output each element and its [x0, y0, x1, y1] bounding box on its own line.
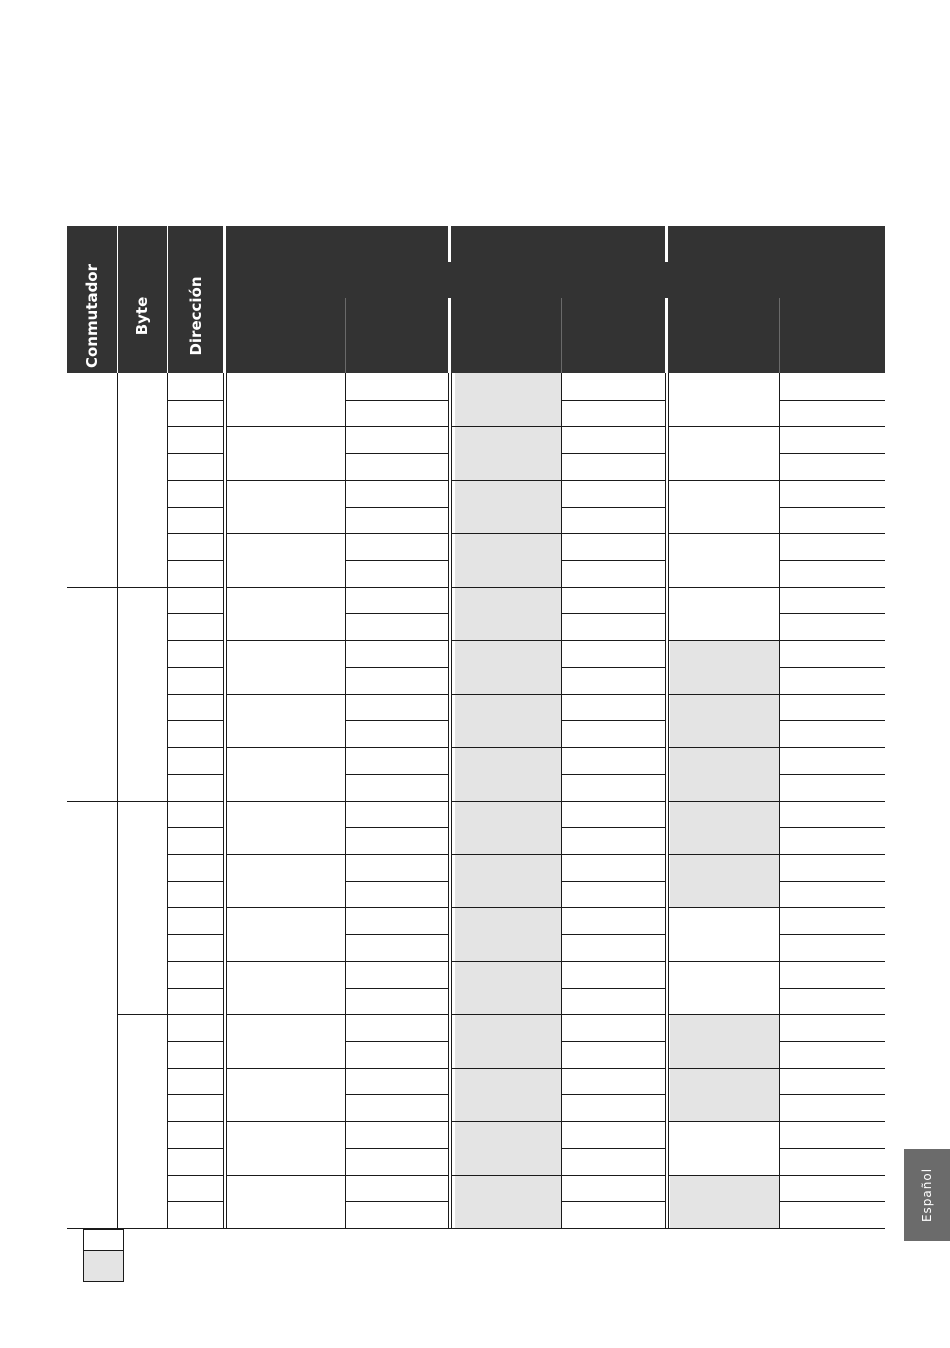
pair-line: [451, 961, 561, 962]
pair-line: [226, 640, 345, 641]
row-line: [779, 827, 885, 828]
row-line: [168, 613, 223, 614]
row-line: [345, 507, 448, 508]
pair-line: [226, 1121, 345, 1122]
row-line: [561, 1121, 665, 1122]
row-line: [345, 694, 448, 695]
row-line: [168, 1094, 223, 1095]
row-line: [561, 961, 665, 962]
pair-line: [226, 1068, 345, 1069]
row-line: [779, 1121, 885, 1122]
row-line: [561, 1041, 665, 1042]
row-line: [779, 667, 885, 668]
pair-line: [226, 480, 345, 481]
row-line: [345, 533, 448, 534]
row-line: [168, 747, 223, 748]
row-line: [779, 533, 885, 534]
row-line: [345, 934, 448, 935]
row-line: [168, 1148, 223, 1149]
legend-white-swatch: [83, 1229, 124, 1251]
row-line: [168, 426, 223, 427]
pair-line: [451, 533, 561, 534]
row-line: [561, 694, 665, 695]
pair-line: [451, 587, 561, 588]
language-tab[interactable]: [904, 1149, 950, 1241]
row-line: [345, 801, 448, 802]
pair-line: [451, 480, 561, 481]
pair-line: [451, 801, 561, 802]
pair-line: [226, 426, 345, 427]
row-line: [779, 907, 885, 908]
row-line: [779, 854, 885, 855]
row-line: [561, 400, 665, 401]
row-line: [779, 774, 885, 775]
row-line: [345, 1175, 448, 1176]
row-line: [168, 774, 223, 775]
row-line: [561, 1068, 665, 1069]
row-line: [561, 667, 665, 668]
header-conmutador-label: Conmutador: [83, 263, 101, 369]
row-line: [168, 400, 223, 401]
shaded-cell: [670, 694, 779, 747]
row-line: [345, 854, 448, 855]
pair-line: [226, 907, 345, 908]
row-line: [561, 613, 665, 614]
row-line: [779, 613, 885, 614]
column-line: [448, 373, 449, 1228]
row-line: [345, 1121, 448, 1122]
shaded-cell: [670, 1014, 779, 1068]
shaded-cell: [670, 1068, 779, 1121]
pair-line: [668, 801, 779, 802]
row-line: [345, 1094, 448, 1095]
row-line: [561, 560, 665, 561]
row-line: [561, 881, 665, 882]
row-line: [345, 1041, 448, 1042]
row-line: [345, 988, 448, 989]
row-line: [168, 1175, 223, 1176]
row-line: [561, 720, 665, 721]
row-line: [779, 988, 885, 989]
header-group-3: [668, 226, 885, 373]
row-line: [168, 453, 223, 454]
row-line: [779, 961, 885, 962]
row-line: [168, 881, 223, 882]
row-line: [168, 694, 223, 695]
row-line: [168, 961, 223, 962]
column-line: [451, 373, 452, 1228]
column-line: [345, 373, 346, 1228]
header-direccion-label: Dirección: [187, 276, 205, 356]
row-line: [561, 480, 665, 481]
row-line: [168, 587, 223, 588]
row-line: [779, 881, 885, 882]
row-line: [779, 1041, 885, 1042]
pair-line: [668, 907, 779, 908]
switch-line: [67, 587, 118, 588]
row-line: [561, 1014, 665, 1015]
language-tab-label: Español: [920, 1167, 934, 1223]
header-group-1: [226, 226, 448, 373]
pair-line: [668, 747, 779, 748]
byte-line: [118, 587, 168, 588]
row-line: [561, 453, 665, 454]
row-line: [168, 720, 223, 721]
row-line: [345, 480, 448, 481]
row-line: [345, 720, 448, 721]
row-line: [561, 426, 665, 427]
pair-line: [668, 587, 779, 588]
row-line: [779, 934, 885, 935]
pair-line: [668, 426, 779, 427]
row-line: [779, 747, 885, 748]
pair-line: [226, 747, 345, 748]
row-line: [779, 507, 885, 508]
header-subdivider: [779, 298, 780, 373]
row-line: [168, 854, 223, 855]
row-line: [168, 533, 223, 534]
pair-line: [668, 533, 779, 534]
column-line: [226, 373, 227, 1228]
table-bottom-rule: [67, 1228, 885, 1229]
row-line: [779, 560, 885, 561]
row-line: [779, 426, 885, 427]
column-line: [223, 373, 224, 1228]
row-line: [168, 640, 223, 641]
pair-line: [451, 747, 561, 748]
header-group-2: [451, 226, 665, 373]
row-line: [561, 1201, 665, 1202]
row-line: [561, 507, 665, 508]
pair-line: [226, 1175, 345, 1176]
column-line: [668, 373, 669, 1228]
pair-line: [226, 801, 345, 802]
row-line: [168, 1121, 223, 1122]
row-line: [561, 747, 665, 748]
pair-line: [451, 426, 561, 427]
row-line: [168, 480, 223, 481]
row-line: [779, 1148, 885, 1149]
row-line: [168, 988, 223, 989]
pair-line: [668, 854, 779, 855]
pair-line: [668, 1175, 779, 1176]
shaded-cell: [670, 1175, 779, 1228]
row-line: [345, 907, 448, 908]
switch-line: [67, 801, 118, 802]
pair-line: [226, 961, 345, 962]
pair-line: [668, 1014, 779, 1015]
row-line: [168, 560, 223, 561]
row-line: [345, 426, 448, 427]
shaded-cell: [670, 801, 779, 854]
pair-line: [226, 854, 345, 855]
column-line: [167, 373, 168, 1228]
row-line: [345, 774, 448, 775]
pair-line: [451, 907, 561, 908]
row-line: [779, 453, 885, 454]
shaded-cell: [670, 640, 779, 694]
pair-line: [226, 533, 345, 534]
row-line: [561, 587, 665, 588]
row-line: [561, 907, 665, 908]
byte-line: [118, 801, 168, 802]
row-line: [561, 774, 665, 775]
row-line: [345, 560, 448, 561]
row-line: [168, 1014, 223, 1015]
row-line: [168, 507, 223, 508]
pair-line: [451, 854, 561, 855]
header-subdivider: [561, 298, 562, 373]
row-line: [779, 694, 885, 695]
row-line: [779, 480, 885, 481]
row-line: [168, 667, 223, 668]
row-line: [561, 988, 665, 989]
row-line: [345, 400, 448, 401]
row-line: [779, 1014, 885, 1015]
row-line: [345, 827, 448, 828]
row-line: [345, 1148, 448, 1149]
pair-line: [668, 961, 779, 962]
row-line: [168, 827, 223, 828]
legend-shaded-swatch: [83, 1250, 124, 1282]
row-line: [345, 453, 448, 454]
row-line: [779, 1068, 885, 1069]
pair-line: [451, 1014, 561, 1015]
pair-line: [451, 694, 561, 695]
row-line: [779, 1094, 885, 1095]
header-bridge: [448, 262, 451, 298]
pair-line: [668, 480, 779, 481]
shaded-cell: [670, 747, 779, 801]
row-line: [779, 640, 885, 641]
header-byte-label: Byte: [133, 296, 151, 336]
row-line: [168, 1041, 223, 1042]
column-line: [665, 373, 666, 1228]
row-line: [168, 934, 223, 935]
row-line: [779, 720, 885, 721]
row-line: [561, 827, 665, 828]
row-line: [345, 667, 448, 668]
byte-line: [118, 1014, 168, 1015]
row-line: [345, 881, 448, 882]
row-line: [345, 747, 448, 748]
pair-line: [668, 694, 779, 695]
pair-line: [668, 1121, 779, 1122]
row-line: [779, 587, 885, 588]
row-line: [345, 1068, 448, 1069]
row-line: [345, 961, 448, 962]
row-line: [345, 1014, 448, 1015]
row-line: [779, 1201, 885, 1202]
row-line: [345, 587, 448, 588]
row-line: [561, 1094, 665, 1095]
row-line: [345, 613, 448, 614]
row-line: [168, 1201, 223, 1202]
row-line: [561, 640, 665, 641]
header-bridge: [665, 262, 668, 298]
pair-line: [451, 1175, 561, 1176]
row-line: [168, 1068, 223, 1069]
row-line: [779, 801, 885, 802]
pair-line: [226, 694, 345, 695]
column-line: [117, 373, 118, 1228]
row-line: [561, 533, 665, 534]
row-line: [561, 1148, 665, 1149]
pair-line: [668, 640, 779, 641]
row-line: [561, 801, 665, 802]
shaded-cell: [670, 854, 779, 907]
pair-line: [451, 640, 561, 641]
pair-line: [226, 1014, 345, 1015]
row-line: [345, 640, 448, 641]
header-subdivider: [345, 298, 346, 373]
row-line: [345, 1201, 448, 1202]
row-line: [168, 801, 223, 802]
row-line: [561, 854, 665, 855]
column-line: [779, 373, 780, 1228]
pair-line: [451, 1068, 561, 1069]
pair-line: [226, 587, 345, 588]
pair-line: [451, 1121, 561, 1122]
row-line: [779, 1175, 885, 1176]
row-line: [561, 1175, 665, 1176]
row-line: [168, 907, 223, 908]
row-line: [561, 934, 665, 935]
row-line: [779, 400, 885, 401]
pair-line: [668, 1068, 779, 1069]
column-line: [561, 373, 562, 1228]
